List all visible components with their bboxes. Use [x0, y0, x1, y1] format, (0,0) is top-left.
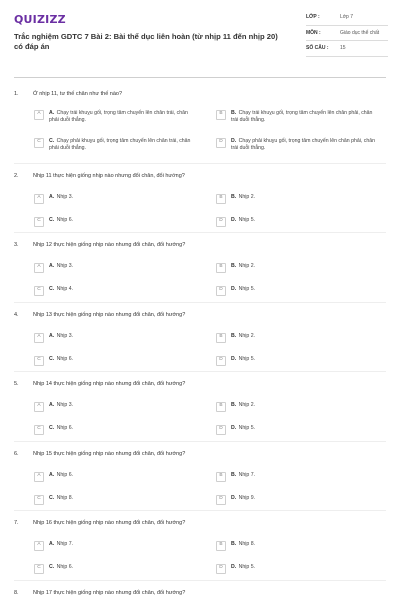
- answer-option-d[interactable]: [216, 425, 376, 435]
- question-8: [14, 590, 386, 596]
- option-letter: B.: [231, 541, 237, 547]
- option-body: [231, 194, 255, 201]
- option-body: [49, 263, 73, 270]
- option-badge: D: [216, 138, 226, 148]
- option-body: [231, 495, 255, 502]
- option-body: [49, 286, 73, 293]
- option-body: [49, 356, 73, 363]
- question-number: 1.: [14, 91, 19, 97]
- question-number: 2.: [14, 173, 19, 179]
- answer-option-c[interactable]: [34, 495, 194, 505]
- option-body: [49, 217, 73, 224]
- option-letter: A.: [49, 110, 55, 116]
- option-text: Nhịp 3.: [56, 333, 74, 339]
- answer-option-c[interactable]: [34, 217, 194, 227]
- option-body: [49, 564, 73, 571]
- option-text: Nhịp 6.: [56, 356, 74, 362]
- question-7: [14, 520, 386, 526]
- question-header: [14, 91, 386, 97]
- answer-option-c[interactable]: [34, 425, 194, 435]
- option-letter: A.: [49, 333, 55, 339]
- answer-option-d[interactable]: [216, 138, 376, 151]
- option-text: Nhịp 9.: [238, 495, 256, 501]
- worksheet-title: Trắc nghiệm GDTC 7 Bài 2: Bài thể dục liên hoàn (từ nhịp 11 đến nhịp 20) có đáp án: [14, 32, 278, 51]
- meta-key: LỚP :: [306, 14, 320, 20]
- option-badge: C: [34, 356, 44, 366]
- option-letter: B.: [231, 472, 237, 478]
- answer-option-a[interactable]: [34, 263, 194, 273]
- meta-table: [306, 10, 388, 57]
- answer-option-c[interactable]: [34, 356, 194, 366]
- answer-option-a[interactable]: [34, 402, 194, 412]
- option-letter: C.: [49, 356, 55, 362]
- option-text: Nhịp 8.: [238, 541, 256, 547]
- question-divider: [14, 580, 386, 581]
- option-badge: D: [216, 356, 226, 366]
- option-badge: D: [216, 425, 226, 435]
- option-text: Chạy trái khuỵu gối, trọng tâm chuyển lên chân phải, chân trái duỗi thẳng.: [231, 110, 373, 123]
- option-badge: D: [216, 495, 226, 505]
- meta-key: MÔN :: [306, 29, 321, 36]
- question-number: 7.: [14, 520, 19, 526]
- question-number: 6.: [14, 451, 19, 457]
- question-3: [14, 242, 386, 248]
- question-text: Nhịp 16 thực hiện giống nhịp nào nhưng đổi chân, đổi hướng?: [33, 520, 186, 526]
- option-badge: C: [34, 217, 44, 227]
- question-header: [14, 312, 386, 318]
- option-letter: B.: [231, 333, 237, 339]
- answer-option-c[interactable]: [34, 138, 194, 151]
- question-header: [14, 173, 386, 179]
- question-text: Nhịp 13 thực hiện giống nhịp nào nhưng đổi chân, đổi hướng?: [33, 312, 186, 318]
- option-badge: B: [216, 263, 226, 273]
- question-1: [14, 91, 386, 97]
- answer-option-a[interactable]: [34, 194, 194, 204]
- option-body: [49, 333, 73, 340]
- option-body: [231, 356, 255, 363]
- option-text: Nhịp 7.: [56, 541, 74, 547]
- option-badge: D: [216, 217, 226, 227]
- option-badge: A: [34, 263, 44, 273]
- option-badge: C: [34, 286, 44, 296]
- question-header: [14, 242, 386, 248]
- option-text: Nhịp 2.: [238, 194, 256, 200]
- option-badge: C: [34, 425, 44, 435]
- option-badge: A: [34, 541, 44, 551]
- option-badge: A: [34, 110, 44, 120]
- question-text: Nhịp 15 thực hiện giống nhịp nào nhưng đổi chân, đổi hướng?: [33, 451, 186, 457]
- option-text: Chạy phải khuỵu gối, trọng tâm chuyển lên chân phải, chân trái duỗi thẳng.: [231, 138, 376, 151]
- question-number: 3.: [14, 242, 19, 248]
- option-body: [231, 217, 255, 224]
- answer-option-b[interactable]: [216, 110, 376, 123]
- question-2: [14, 173, 386, 179]
- option-letter: D.: [231, 564, 237, 570]
- question-divider: [14, 371, 386, 372]
- option-letter: C.: [49, 286, 55, 292]
- option-letter: A.: [49, 472, 55, 478]
- answer-option-c[interactable]: [34, 286, 194, 296]
- meta-row-count: [306, 41, 388, 57]
- option-letter: B.: [231, 110, 237, 116]
- option-badge: C: [34, 564, 44, 574]
- option-body: [49, 425, 73, 432]
- question-divider: [14, 510, 386, 511]
- option-letter: A.: [49, 402, 55, 408]
- option-body: [231, 541, 255, 548]
- answer-option-d[interactable]: [216, 286, 376, 296]
- option-body: [231, 333, 255, 340]
- option-text: Nhịp 2.: [238, 263, 256, 269]
- option-body: [49, 138, 194, 151]
- question-number: 5.: [14, 381, 19, 387]
- meta-value: Lớp 7: [340, 14, 354, 20]
- option-letter: C.: [49, 495, 55, 501]
- option-text: Nhịp 2.: [238, 333, 256, 339]
- option-letter: C.: [49, 564, 55, 570]
- option-badge: C: [34, 495, 44, 505]
- option-text: Nhịp 3.: [56, 263, 74, 269]
- option-badge: B: [216, 194, 226, 204]
- option-text: Nhịp 5.: [238, 217, 256, 223]
- option-badge: B: [216, 472, 226, 482]
- answer-option-d[interactable]: [216, 356, 376, 366]
- option-body: [231, 263, 255, 270]
- option-text: Nhịp 7.: [238, 472, 256, 478]
- option-badge: B: [216, 333, 226, 343]
- option-letter: B.: [231, 402, 237, 408]
- option-badge: B: [216, 110, 226, 120]
- answer-option-b[interactable]: [216, 402, 376, 412]
- answer-option-b[interactable]: [216, 194, 376, 204]
- meta-row-class: [306, 10, 388, 26]
- option-text: Nhịp 2.: [238, 402, 256, 408]
- question-divider: [14, 163, 386, 164]
- option-letter: C.: [49, 217, 55, 223]
- meta-value: 15: [340, 45, 346, 51]
- answer-option-a[interactable]: [34, 333, 194, 343]
- option-body: [231, 564, 255, 571]
- question-header: [14, 520, 386, 526]
- option-text: Nhịp 3.: [56, 402, 74, 408]
- question-text: Nhịp 12 thực hiện giống nhịp nào nhưng đổi chân, đổi hướng?: [33, 242, 186, 248]
- option-text: Chạy phải khuỵu gối, trọng tâm chuyển lên chân trái, chân phải duỗi thẳng.: [49, 138, 191, 151]
- option-badge: D: [216, 286, 226, 296]
- answer-option-d[interactable]: [216, 217, 376, 227]
- option-text: Nhịp 5.: [238, 286, 256, 292]
- question-text: Nhịp 17 thực hiện giống nhịp nào nhưng đổi chân, đổi hướng?: [33, 590, 186, 596]
- option-letter: C.: [49, 425, 55, 431]
- answer-option-d[interactable]: [216, 564, 376, 574]
- option-body: [231, 425, 255, 432]
- answer-option-d[interactable]: [216, 495, 376, 505]
- option-text: Nhịp 8.: [56, 495, 74, 501]
- question-text: Ở nhịp 11, tư thế chân như thế nào?: [33, 91, 123, 97]
- option-text: Nhịp 6.: [56, 425, 74, 431]
- option-letter: D.: [231, 425, 237, 431]
- answer-option-b[interactable]: [216, 541, 376, 551]
- quizizz-logo: QUIZIZZ: [14, 13, 66, 26]
- question-4: [14, 312, 386, 318]
- option-text: Nhịp 5.: [238, 356, 256, 362]
- option-body: [231, 472, 255, 479]
- option-letter: C.: [49, 138, 55, 144]
- option-badge: A: [34, 472, 44, 482]
- option-badge: A: [34, 194, 44, 204]
- question-divider: [14, 441, 386, 442]
- option-badge: A: [34, 333, 44, 343]
- question-header: [14, 451, 386, 457]
- option-badge: D: [216, 564, 226, 574]
- option-badge: A: [34, 402, 44, 412]
- answer-option-c[interactable]: [34, 564, 194, 574]
- option-body: [49, 194, 73, 201]
- option-letter: A.: [49, 194, 55, 200]
- answer-option-b[interactable]: [216, 472, 376, 482]
- question-5: [14, 381, 386, 387]
- option-body: [49, 110, 194, 123]
- option-text: Nhịp 3.: [56, 194, 74, 200]
- question-header: [14, 381, 386, 387]
- question-number: 8.: [14, 590, 19, 596]
- option-letter: A.: [49, 541, 55, 547]
- answer-option-a[interactable]: [34, 472, 194, 482]
- option-letter: D.: [231, 217, 237, 223]
- option-body: [49, 495, 73, 502]
- option-body: [49, 472, 73, 479]
- question-divider: [14, 232, 386, 233]
- question-divider: [14, 302, 386, 303]
- meta-key: SỐ CÂU :: [306, 45, 329, 51]
- option-body: [231, 286, 255, 293]
- header-divider: [14, 77, 386, 78]
- option-text: Nhịp 6.: [56, 564, 74, 570]
- option-letter: B.: [231, 263, 237, 269]
- option-badge: C: [34, 138, 44, 148]
- answer-option-b[interactable]: [216, 333, 376, 343]
- option-letter: D.: [231, 356, 237, 362]
- option-letter: D.: [231, 138, 237, 144]
- meta-row-subject: [306, 26, 388, 42]
- option-body: [231, 402, 255, 409]
- question-6: [14, 451, 386, 457]
- option-body: [49, 541, 73, 548]
- option-text: Nhịp 4.: [56, 286, 74, 292]
- option-body: [231, 138, 376, 151]
- option-letter: D.: [231, 495, 237, 501]
- option-body: [49, 402, 73, 409]
- option-text: Chạy trái khuỵu gối, trọng tâm chuyển lên chân trái, chân phải duỗi thẳng.: [49, 110, 188, 123]
- answer-option-a[interactable]: [34, 541, 194, 551]
- option-text: Nhịp 6.: [56, 217, 74, 223]
- option-body: [231, 110, 376, 123]
- question-number: 4.: [14, 312, 19, 318]
- question-text: Nhịp 14 thực hiện giống nhịp nào nhưng đổi chân, đổi hướng?: [33, 381, 186, 387]
- answer-option-b[interactable]: [216, 263, 376, 273]
- option-text: Nhịp 5.: [238, 564, 256, 570]
- answer-option-a[interactable]: [34, 110, 194, 123]
- option-text: Nhịp 6.: [56, 472, 74, 478]
- option-badge: B: [216, 402, 226, 412]
- option-badge: B: [216, 541, 226, 551]
- option-letter: A.: [49, 263, 55, 269]
- meta-value: Giáo dục thể chất: [340, 29, 380, 36]
- question-text: Nhịp 11 thực hiện giống nhịp nào nhưng đổi chân, đổi hướng?: [33, 173, 185, 179]
- question-header: [14, 590, 386, 596]
- option-letter: B.: [231, 194, 237, 200]
- option-text: Nhịp 5.: [238, 425, 256, 431]
- option-letter: D.: [231, 286, 237, 292]
